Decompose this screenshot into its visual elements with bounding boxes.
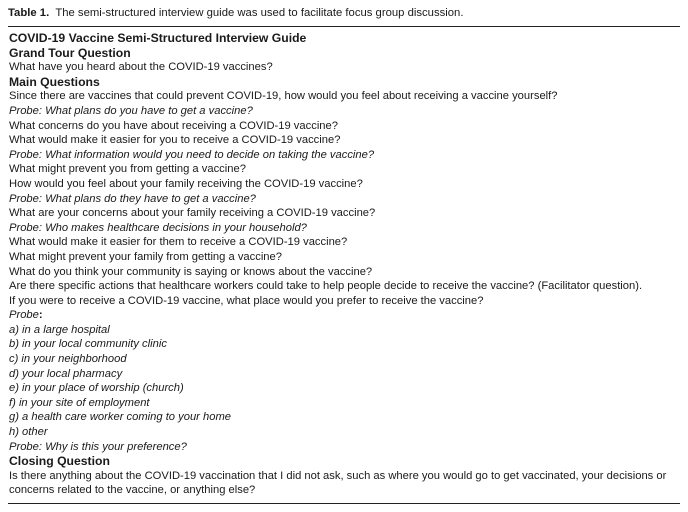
question-line: Are there specific actions that healthcare workers could take to help people decide to receive the vaccine? (Facilitator question). (9, 280, 643, 293)
closing-heading: Closing Question (9, 454, 110, 469)
probe-label-text: Probe (9, 309, 39, 322)
table-caption-text: The semi-structured interview guide was used to facilitate focus group discussion. (55, 7, 464, 19)
main-questions-list (9, 89, 685, 308)
table-label: Table 1. (8, 7, 50, 19)
table-caption (8, 6, 684, 20)
place-option: d) your local pharmacy (9, 367, 123, 380)
question-line: What would make it easier for you to receive a COVID-19 vaccine? (9, 134, 341, 147)
probe-label (9, 308, 685, 323)
question-line: What concerns do you have about receiving a COVID-19 vaccine? (9, 119, 338, 132)
probe-line: Probe: What information would you need to decide on taking the vaccine? (9, 148, 375, 161)
question-line: How would you feel about your family receiving the COVID-19 vaccine? (9, 177, 363, 190)
top-rule (8, 26, 680, 27)
probe-line: Probe: Who makes healthcare decisions in your household? (9, 221, 307, 234)
bottom-rule (8, 503, 680, 504)
question-line: What might prevent you from getting a vaccine? (9, 163, 246, 176)
question-line: What might prevent your family from getting a vaccine? (9, 250, 282, 263)
place-option: b) in your local community clinic (9, 338, 167, 351)
interview-guide (9, 31, 685, 498)
place-option: c) in your neighborhood (9, 353, 127, 366)
main-questions-heading: Main Questions (9, 74, 100, 89)
grand-tour-heading: Grand Tour Question (9, 45, 131, 60)
question-line: What would make it easier for them to receive a COVID-19 vaccine? (9, 236, 348, 249)
question-line: Since there are vaccines that could prevent COVID-19, how would you feel about receiving a vaccine yourself? (9, 90, 558, 103)
place-option: h) other (9, 426, 48, 439)
place-option: f) in your site of employment (9, 396, 150, 409)
question-line: If you were to receive a COVID-19 vaccine, what place would you prefer to receive the vaccine? (9, 294, 484, 307)
place-option: g) a health care worker coming to your home (9, 411, 231, 424)
question-line: What do you think your community is saying or knows about the vaccine? (9, 265, 373, 278)
place-options-list (9, 323, 685, 440)
probe-line: Probe: What plans do you have to get a vaccine? (9, 104, 253, 117)
question-line: What are your concerns about your family receiving a COVID-19 vaccine? (9, 207, 376, 220)
place-option: e) in your place of worship (church) (9, 382, 184, 395)
grand-tour-question: What have you heard about the COVID-19 vaccines? (9, 61, 273, 74)
guide-title: COVID-19 Vaccine Semi-Structured Interview Guide (9, 31, 307, 45)
place-option: a) in a large hospital (9, 323, 110, 336)
probe-label-colon: : (38, 309, 43, 322)
probe-line: Probe: What plans do they have to get a vaccine? (9, 192, 256, 205)
final-probe: Probe: Why is this your preference? (9, 440, 187, 453)
closing-question: Is there anything about the COVID-19 vaccination that I did not ask, such as where you would go to get vaccinated, your decisions or concerns related to the vaccine, or anything else? (9, 469, 667, 497)
